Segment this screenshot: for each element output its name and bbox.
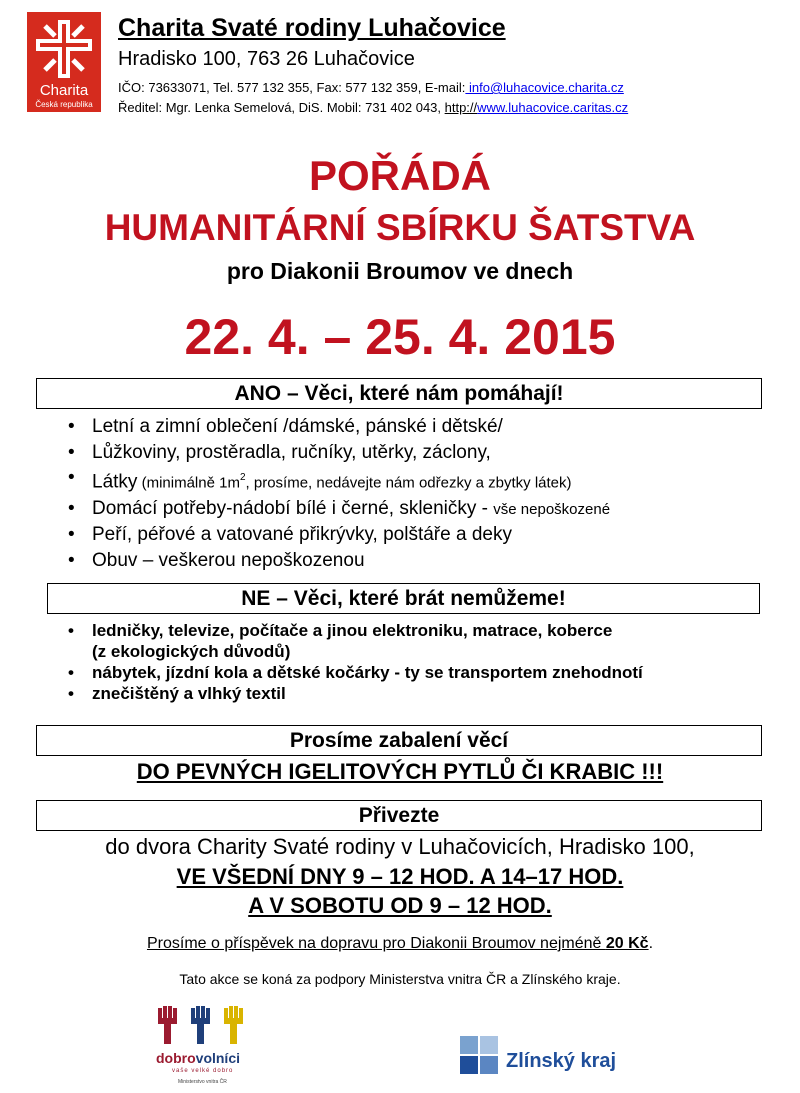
delivery-weekdays: VE VŠEDNÍ DNY 9 – 12 HOD. A 14–17 HOD. [176,864,624,889]
charita-logo [27,12,101,112]
yes-item: • Peří, péřové a vatované přikrývky, polštáře a deky [66,522,610,548]
yes-list [66,414,610,573]
web-prefix: http:// [444,100,478,115]
no-item: • ledničky, televize, počítače a jinou elektroniku, matrace, koberce (z ekologických důvodů) [66,620,643,662]
packing-title: Prosíme zabalení věcí [36,725,762,756]
yes-item: • Látky (minimálně $1m^2$, prosíme, nedávejte nám odřezky a zbytky látek) [66,465,610,496]
no-item: • nábytek, jízdní kola a dětské kočárky - ty se transportem znehodnotí [66,662,643,683]
yes-item: • Lůžkoviny, prostěradla, ručníky, utěrky, záclony, [66,440,610,466]
delivery-title: Přivezte [36,800,762,831]
headline-dates: 22. 4. – 25. 4. 2015 [184,309,616,365]
yes-item: • Letní a zimní oblečení /dámské, pánské i dětské/ [66,414,610,440]
headline-for: pro Diakonii Broumov ve dnech [226,258,574,284]
yes-item: • Domácí potřeby-nádobí bílé i černé, skleničky - vše nepoškozené [66,496,610,523]
web-link[interactable]: www.luhacovice.caritas.cz [477,100,629,115]
director-prefix: Ředitel: Mgr. Lenka Semelová, DiS. Mobil: 731 402 043, [118,100,445,115]
packing-instruction: DO PEVNÝCH IGELITOVÝCH PYTLŮ ČI KRABIC !!! [136,759,664,784]
donation-note: Prosíme o příspěvek na dopravu pro Diakonii Broumov nejméně 20 Kč. [146,935,654,952]
zlin-logo [460,1034,640,1084]
no-list [66,620,643,704]
delivery-place: do dvora Charity Svaté rodiny v Luhačovicích, Hradisko 100, [105,834,695,859]
contact-prefix: IČO: 73633071, Tel. 577 132 355, Fax: 577 132 359, E-mail: [118,80,466,95]
dobrovolnici-name: dobrovolníci [156,1050,241,1066]
dobrovolnici-small: Ministerstvo vnitra ČR [178,1079,227,1085]
email-link[interactable]: info@luhacovice.charita.cz [465,80,624,95]
director-line [118,100,628,115]
no-item: • znečištěný a vlhký textil [66,683,643,704]
yes-section-title: ANO – Věci, které nám pomáhají! [36,378,762,409]
org-address: Hradisko 100, 763 26 Luhačovice [118,48,415,70]
headline-organizes: POŘÁDÁ [308,152,491,199]
logo-subtext: Česká republika [35,100,93,109]
dobrovolnici-logo [150,1002,260,1088]
yes-item: • Obuv – veškerou nepoškozenou [66,548,610,574]
logo-text: Charita [39,82,89,99]
no-section-title: NE – Věci, které brát nemůžeme! [47,583,760,614]
contact-line [118,80,624,95]
org-name: Charita Svaté rodiny Luhačovice [118,14,506,42]
dobrovolnici-tagline: vaše velké dobro [172,1068,234,1074]
headline-collection: HUMANITÁRNÍ SBÍRKU ŠATSTVA [104,207,696,248]
zlin-logo-text: Zlínský kraj [506,1050,617,1072]
support-text: Tato akce se koná za podpory Ministerstva vnitra ČR a Zlínského kraje. [179,971,621,987]
delivery-saturday: A V SOBOTU OD 9 – 12 HOD. [248,893,552,918]
